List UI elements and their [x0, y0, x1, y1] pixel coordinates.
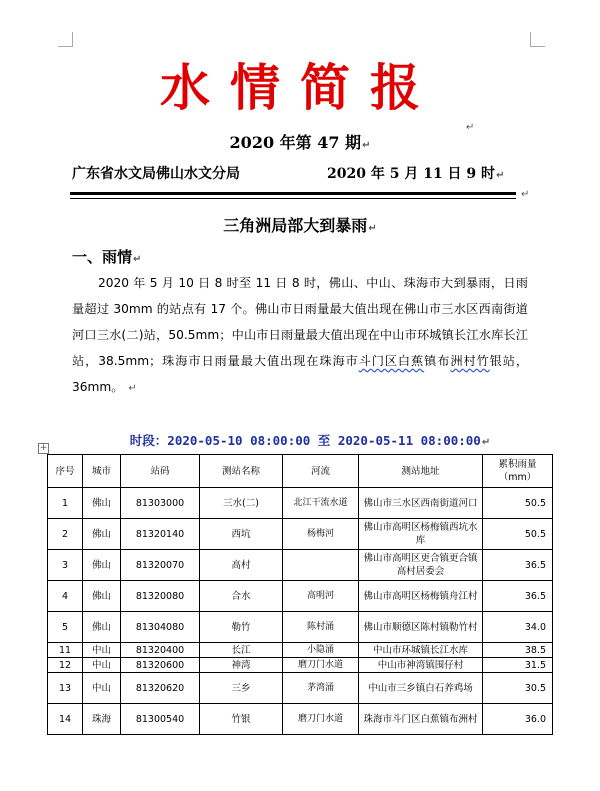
table-row — [48, 673, 553, 704]
table-cell: 50.5 — [483, 519, 553, 550]
paragraph-text: 银站，36mm。 — [72, 354, 529, 394]
table-cell: 81300540 — [121, 704, 200, 735]
table-cell: 中山市神湾镇围仔村 — [359, 658, 483, 673]
header-rule-thin — [70, 198, 516, 199]
table-cell: 北江干流水道 — [283, 488, 359, 519]
column-header: 河流 — [283, 455, 359, 488]
table-cell: 佛山 — [83, 612, 121, 643]
page-corner-mark-top-left — [58, 32, 73, 47]
table-cell: 中山 — [83, 673, 121, 704]
table-cell: 佛山市高明区更合镇更合镇高村居委会 — [359, 550, 483, 581]
report-title-text: 水情简报 — [160, 58, 440, 117]
table-row — [48, 658, 553, 673]
table-cell: 1 — [48, 488, 83, 519]
organization-name: 广东省水文局佛山水文分局 — [72, 166, 240, 182]
table-cell: 81320600 — [121, 658, 200, 673]
time-period — [0, 431, 600, 449]
table-cell: 12 — [48, 658, 83, 673]
table-cell: 珠海市斗门区白蕉镇布洲村 — [359, 704, 483, 735]
page-corner-mark-top-right — [530, 32, 545, 47]
table-cell: 81303000 — [121, 488, 200, 519]
table-cell — [283, 550, 359, 581]
move-handle-icon[interactable]: + — [39, 443, 48, 453]
table-cell: 3 — [48, 550, 83, 581]
column-header: 城市 — [83, 455, 121, 488]
table-cell: 30.5 — [483, 673, 553, 704]
table-cell: 佛山市顺德区陈村镇勒竹村 — [359, 612, 483, 643]
table-cell: 36.5 — [483, 550, 553, 581]
table-cell: 11 — [48, 643, 83, 658]
table-row — [48, 643, 553, 658]
table-cell: 高村 — [200, 550, 283, 581]
report-datetime — [327, 163, 504, 183]
table-cell: 中山 — [83, 658, 121, 673]
table-cell: 长江 — [200, 643, 283, 658]
header-rule-thick — [70, 192, 516, 195]
table-cell: 神湾 — [200, 658, 283, 673]
table-cell: 佛山市三水区西南街道河口 — [359, 488, 483, 519]
table-cell: 茅湾涌 — [283, 673, 359, 704]
table-cell: 中山市环城镇长江水库 — [359, 643, 483, 658]
table-cell: 勒竹 — [200, 612, 283, 643]
table-cell: 磨刀门水道 — [283, 658, 359, 673]
table-cell: 杨梅河 — [283, 519, 359, 550]
table-cell: 81320070 — [121, 550, 200, 581]
table-cell: 磨刀门水道 — [283, 704, 359, 735]
table-cell: 81320080 — [121, 581, 200, 612]
paragraph-mark-icon: ↵ — [496, 170, 505, 181]
table-cell: 36.0 — [483, 704, 553, 735]
spellcheck-text: 斗门区白蕉 — [358, 354, 425, 368]
table-cell: 高明河 — [283, 581, 359, 612]
table-cell: 81320620 — [121, 673, 200, 704]
paragraph-text: 2020 年 5 月 10 日 8 时至 11 日 8 时，佛山、中山、珠海市大到暴雨，日雨量超过 30mm 的站点有 17 个。佛山市日雨量最大值出现在佛山市三水区西南街道河口三水(二)站，50.5mm；中山市日雨量最大值出现在中山市环城镇长江水库长江站，38.5mm；珠海市日雨量最大值出现在珠海市 — [72, 276, 528, 368]
time-period-value: 2020-05-10 08:00:00 至 2020-05-11 08:00:00 — [167, 433, 481, 448]
table-cell: 36.5 — [483, 581, 553, 612]
table-cell: 4 — [48, 581, 83, 612]
paragraph-mark-icon: ↵ — [362, 140, 371, 151]
table-cell: 合水 — [200, 581, 283, 612]
table-row — [48, 488, 553, 519]
rainfall-table — [47, 454, 553, 735]
paragraph-mark-icon: ↵ — [521, 189, 530, 200]
rainfall-paragraph — [72, 270, 528, 402]
table-cell: 5 — [48, 612, 83, 643]
table-row — [48, 612, 553, 643]
paragraph-mark-icon: ↵ — [128, 383, 137, 394]
table-row — [48, 581, 553, 612]
table-cell: 38.5 — [483, 643, 553, 658]
headline-text: 三角洲局部大到暴雨 — [223, 216, 368, 235]
column-header: 测站地址 — [359, 455, 483, 488]
column-header: 序号 — [48, 455, 83, 488]
table-cell: 三水(二) — [200, 488, 283, 519]
table-cell: 81320140 — [121, 519, 200, 550]
table-cell: 50.5 — [483, 488, 553, 519]
column-header: 测站名称 — [200, 455, 283, 488]
column-header: 累积雨量（mm） — [483, 455, 553, 488]
table-cell: 佛山 — [83, 550, 121, 581]
paragraph-mark-icon: ↵ — [133, 254, 142, 265]
table-cell: 竹银 — [200, 704, 283, 735]
table-cell: 34.0 — [483, 612, 553, 643]
table-cell: 小隐涌 — [283, 643, 359, 658]
issue-number — [0, 130, 600, 153]
report-title — [0, 58, 600, 133]
table-cell: 31.5 — [483, 658, 553, 673]
table-cell: 珠海 — [83, 704, 121, 735]
section-title-text: 一、雨情 — [72, 248, 133, 266]
time-period-label: 时段： — [129, 433, 168, 448]
paragraph-mark-icon: ↵ — [368, 223, 377, 234]
table-cell: 陈村涌 — [283, 612, 359, 643]
spellcheck-text: 洲村竹 — [450, 354, 490, 368]
table-cell: 佛山 — [83, 581, 121, 612]
table-cell: 13 — [48, 673, 83, 704]
table-cell: 佛山 — [83, 519, 121, 550]
table-cell: 2 — [48, 519, 83, 550]
paragraph-mark-icon: ↵ — [481, 437, 491, 448]
table-row — [48, 550, 553, 581]
column-header: 站码 — [121, 455, 200, 488]
table-row — [48, 704, 553, 735]
table-cell: 西坑 — [200, 519, 283, 550]
table-cell: 14 — [48, 704, 83, 735]
table-cell: 佛山市高明区杨梅镇西坑水库 — [359, 519, 483, 550]
table-cell: 81304080 — [121, 612, 200, 643]
table-cell: 中山市三乡镇白石养鸡场 — [359, 673, 483, 704]
table-cell: 佛山 — [83, 488, 121, 519]
paragraph-text: 镇布 — [424, 354, 451, 368]
headline — [0, 213, 600, 236]
table-row — [48, 519, 553, 550]
section-title-rainfall — [72, 246, 141, 267]
table-cell: 三乡 — [200, 673, 283, 704]
table-cell: 中山 — [83, 643, 121, 658]
paragraph-mark-icon: ↵ — [466, 122, 475, 133]
org-date-line — [72, 163, 522, 183]
table-cell: 佛山市高明区杨梅镇舟江村 — [359, 581, 483, 612]
table-cell: 81320400 — [121, 643, 200, 658]
issue-number-text: 2020 年第 47 期 — [229, 133, 362, 152]
table-header-row — [48, 455, 553, 488]
report-datetime-text: 2020 年 5 月 11 日 9 时 — [327, 166, 496, 182]
